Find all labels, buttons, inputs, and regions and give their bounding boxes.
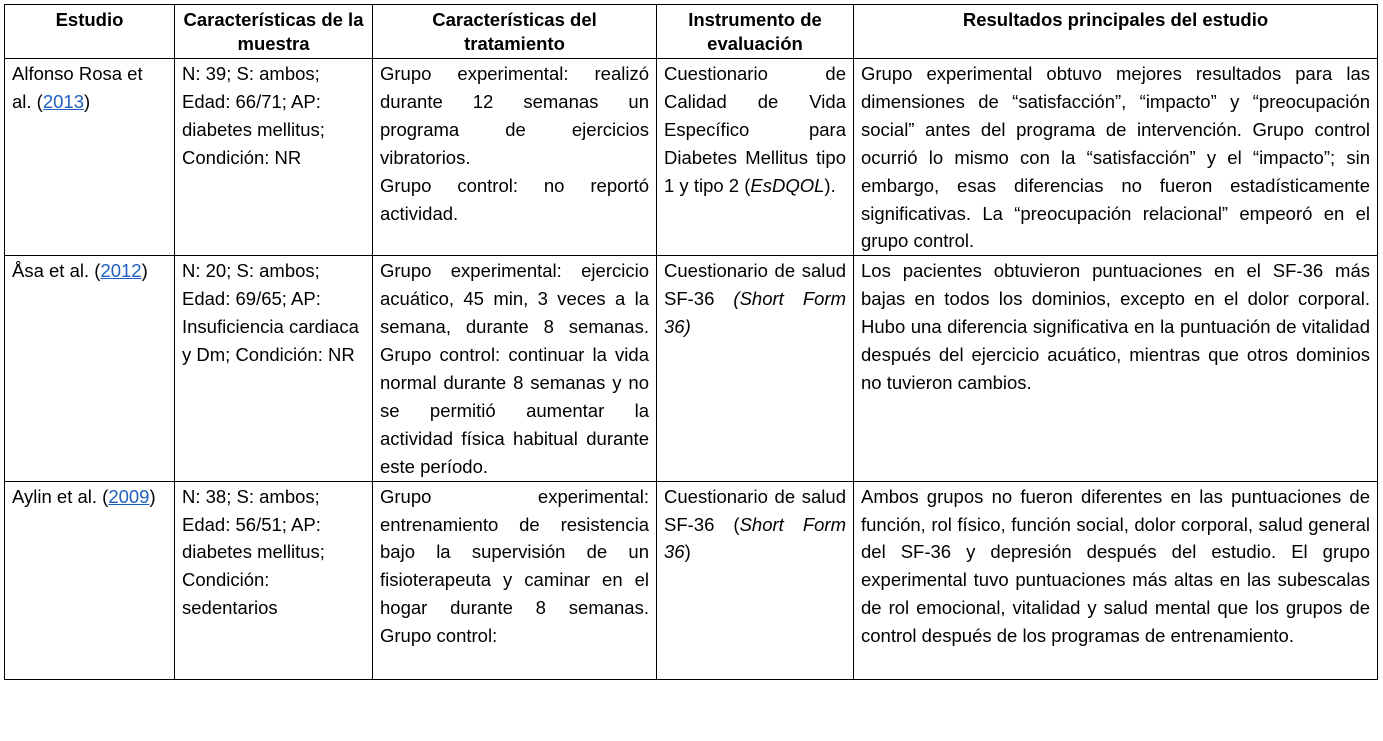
header-muestra: Características de la muestra bbox=[175, 5, 373, 59]
treatment-cell: Grupo experimental: ejercicio acuático, 45 min, 3 veces a la semana, durante 8 semanas. Grupo control: continuar la vida normal durante 8 semanas y no se permitió aumentar la actividad física habitual durante este período. bbox=[373, 256, 657, 481]
cell-clip: Grupo experimental: entrenamiento de resistencia bajo la supervisión de un fisioterapeuta y caminar en el hogar durante 8 semanas. Grupo control: bbox=[380, 485, 649, 647]
study-year-link[interactable]: 2012 bbox=[100, 260, 142, 282]
study-authors: Aylin et al. ( bbox=[12, 485, 109, 507]
study-year-link[interactable]: 2013 bbox=[42, 90, 84, 112]
treatment-cell bbox=[373, 481, 657, 679]
study-authors: Alfonso Rosa et al. ( bbox=[12, 63, 143, 112]
cell-clip bbox=[12, 483, 167, 679]
instrument-text: Cuestionario de salud SF-36 bbox=[664, 260, 846, 310]
instrument-cell bbox=[657, 256, 854, 481]
table-row bbox=[5, 481, 1378, 679]
header-estudio: Estudio bbox=[5, 5, 175, 59]
sample-cell: N: 39; S: ambos; Edad: 66/71; AP: diabetes mellitus; Condición: NR bbox=[175, 59, 373, 256]
table-row bbox=[5, 256, 1378, 481]
instrument-cell bbox=[657, 481, 854, 679]
header-tratamiento: Características del tratamiento bbox=[373, 5, 657, 59]
instrument-italic: EsDQOL bbox=[750, 174, 825, 196]
treatment-cell bbox=[373, 59, 657, 256]
study-year-link[interactable]: 2009 bbox=[108, 485, 150, 507]
sample-cell bbox=[175, 481, 373, 679]
treatment-experimental: Grupo experimental: realizó durante 12 semanas un programa de ejercicios vibratorios. bbox=[380, 63, 649, 168]
cell-clip: Ambos grupos no fueron diferentes en las puntuaciones de función, rol físico, función social, dolor corporal, salud general del SF-36 y depresión después del estudio. El grupo experimental tuvo puntuaciones más altas en las subescalas de rol emocional, vitalidad y salud mental que los grupos de control después de los programas de entrenamiento. bbox=[861, 485, 1370, 647]
instrument-text: Cuestionario de Calidad de Vida Específico para Diabetes Mellitus tipo 1 y tipo 2 ( bbox=[664, 63, 846, 196]
header-row bbox=[5, 5, 1378, 59]
study-cell bbox=[5, 59, 175, 256]
instrument-cell bbox=[657, 59, 854, 256]
study-close: ) bbox=[141, 260, 148, 282]
table-row bbox=[5, 59, 1378, 256]
results-cell bbox=[854, 481, 1378, 679]
studies-table bbox=[4, 4, 1378, 680]
treatment-control: Grupo control: no reportó actividad. bbox=[380, 174, 649, 224]
instrument-text: Cuestionario de salud SF-36 ( bbox=[664, 485, 846, 535]
instrument-italic: (Short Form 36) bbox=[664, 288, 846, 338]
results-cell: Los pacientes obtuvieron puntuaciones en el SF-36 más bajas en todos los dominios, excepto en el dolor corporal. Hubo una diferencia significativa en la puntuación de vitalidad después del ejercicio acuático, mientras que otros dominios no tuvieron cambios. bbox=[854, 256, 1378, 481]
sample-cell: N: 20; S: ambos; Edad: 69/65; AP: Insuficiencia cardiaca y Dm; Condición: NR bbox=[175, 256, 373, 481]
header-instrumento: Instrumento de evaluación bbox=[657, 5, 854, 59]
study-close: ) bbox=[84, 90, 91, 112]
study-authors: Åsa et al. ( bbox=[12, 260, 101, 282]
header-resultados: Resultados principales del estudio bbox=[854, 5, 1378, 59]
study-cell bbox=[5, 481, 175, 679]
study-cell bbox=[5, 256, 175, 481]
instrument-close: ) bbox=[684, 541, 691, 563]
results-cell: Grupo experimental obtuvo mejores resultados para las dimensiones de “satisfacción”, “impacto” y “preocupación social” antes del programa de intervención. Grupo control ocurrió lo mismo con la “satisfacción” y el “impacto”; sin embargo, esas diferencias no fueron estadísticamente significativas. La “preocupación relacional” empeoró en el grupo control. bbox=[854, 59, 1378, 256]
cell-clip bbox=[664, 483, 846, 679]
instrument-close: ). bbox=[824, 174, 836, 196]
study-close: ) bbox=[149, 485, 156, 507]
cell-clip: N: 38; S: ambos; Edad: 56/51; AP: diabetes mellitus; Condición: sedentarios bbox=[182, 485, 325, 619]
instrument-italic: Short Form 36 bbox=[664, 513, 846, 563]
